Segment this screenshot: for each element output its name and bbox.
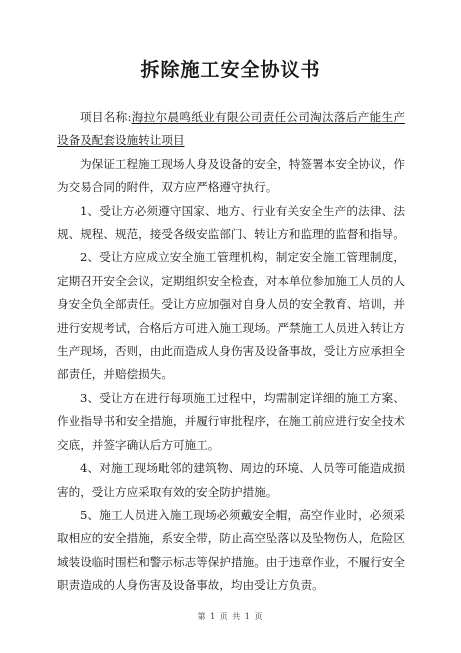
clause-4-paragraph: 4、对施工现场毗邻的建筑物、周边的环境、人员等可能造成损害的，受让方应采取有效的安全防护措施。 <box>57 461 405 499</box>
clause-2-paragraph: 2、受让方应成立安全施工管理机构，制定安全施工管理制度，定期召开安全会议，定期组织安全检查，对本单位参加施工人员的人身安全负全部责任。受让方应加强对自身人员的安全教育、培训，并进行安规考试，合格后方可进入施工现场。严禁施工人员进入转让方生产现场，否则，由此而造成人身伤害及设备事故，受让方应承担全部责任，并赔偿损失。 <box>57 250 405 382</box>
project-line <box>57 106 405 153</box>
clause-5-paragraph: 5、施工人员进入施工现场必须戴安全帽，高空作业时，必须采取相应的安全措施，系安全带，防止高空坠落以及坠物伤人，危险区域装设临时围栏和警示标志等保护措施。由于违章作业，不履行安全职责造成的人身伤害及设备事故，均由受让方负责。 <box>57 507 405 593</box>
project-label: 项目名称: <box>80 110 132 124</box>
document-title: 拆除施工安全协议书 <box>140 59 321 81</box>
document-body <box>57 106 405 598</box>
clause-1-paragraph: 1、受让方必须遵守国家、地方、行业有关安全生产的法律、法规、规程、规范，接受各级安监部门、转让方和监理的监督和指导。 <box>57 203 405 242</box>
intro-paragraph: 为保证工程施工现场人身及设备的安全，特签署本安全协议，作为交易合同的附件，双方应严格遵守执行。 <box>57 156 405 195</box>
page-footer: 第 1 页 共 1 页 <box>197 612 264 621</box>
project-name: 海拉尔晨鸣纸业有限公司责任公司淘汰落后产能生产设备及配套设施转让项目 <box>57 110 405 148</box>
clause-3-paragraph: 3、受让方在进行每项施工过程中，均需制定详细的施工方案、作业指导书和安全措施，并履行审批程序，在施工前应进行安全技术交底，并签字确认后方可施工。 <box>57 390 405 452</box>
